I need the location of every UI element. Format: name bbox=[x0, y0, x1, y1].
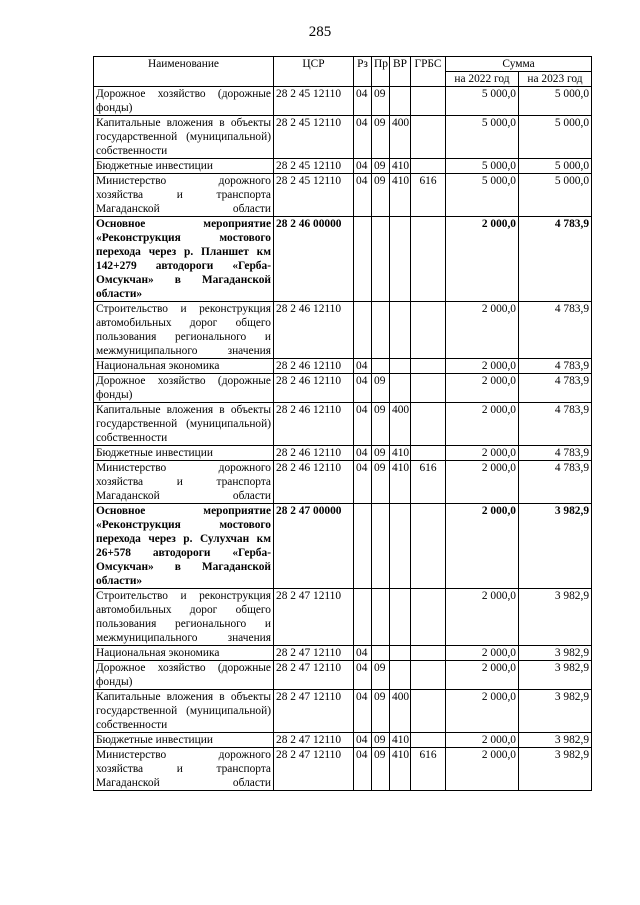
row-amount-2022: 2 000,0 bbox=[446, 690, 519, 733]
table-row bbox=[94, 733, 592, 748]
row-vr bbox=[390, 646, 411, 661]
row-amount-2023: 5 000,0 bbox=[519, 174, 592, 217]
row-amount-2023: 4 783,9 bbox=[519, 217, 592, 302]
row-pr bbox=[372, 359, 390, 374]
row-grbs bbox=[411, 661, 446, 690]
table-row bbox=[94, 589, 592, 646]
row-csr: 28 2 45 12110 bbox=[274, 174, 354, 217]
row-amount-2023: 3 982,9 bbox=[519, 690, 592, 733]
row-vr: 400 bbox=[390, 690, 411, 733]
row-name: Министерство дорожного хозяйства и транспорта Магаданской области bbox=[94, 461, 274, 504]
row-grbs bbox=[411, 116, 446, 159]
row-amount-2023: 3 982,9 bbox=[519, 504, 592, 589]
header-rz: Рз bbox=[354, 57, 372, 87]
row-vr: 410 bbox=[390, 733, 411, 748]
row-rz: 04 bbox=[354, 359, 372, 374]
table-row bbox=[94, 374, 592, 403]
row-amount-2022: 2 000,0 bbox=[446, 403, 519, 446]
table-row bbox=[94, 403, 592, 446]
row-csr: 28 2 45 12110 bbox=[274, 87, 354, 116]
row-name: Национальная экономика bbox=[94, 359, 274, 374]
row-grbs bbox=[411, 446, 446, 461]
row-amount-2023: 4 783,9 bbox=[519, 374, 592, 403]
row-amount-2023: 4 783,9 bbox=[519, 446, 592, 461]
row-amount-2022: 2 000,0 bbox=[446, 446, 519, 461]
row-name: Капитальные вложения в объекты государственной (муниципальной) собственности bbox=[94, 690, 274, 733]
row-amount-2022: 2 000,0 bbox=[446, 661, 519, 690]
table-row bbox=[94, 87, 592, 116]
table-row bbox=[94, 504, 592, 589]
row-amount-2022: 2 000,0 bbox=[446, 359, 519, 374]
row-grbs bbox=[411, 374, 446, 403]
row-vr: 410 bbox=[390, 174, 411, 217]
row-rz: 04 bbox=[354, 646, 372, 661]
row-csr: 28 2 46 12110 bbox=[274, 461, 354, 504]
row-csr: 28 2 47 00000 bbox=[274, 504, 354, 589]
row-name: Основное мероприятие «Реконструкция мостового перехода через р. Сулухчан км 26+578 автодороги «Герба-Омсукчан» в Магаданской области» bbox=[94, 504, 274, 589]
row-vr: 410 bbox=[390, 446, 411, 461]
row-amount-2022: 5 000,0 bbox=[446, 159, 519, 174]
row-grbs: 616 bbox=[411, 461, 446, 504]
row-amount-2023: 3 982,9 bbox=[519, 646, 592, 661]
row-amount-2022: 5 000,0 bbox=[446, 174, 519, 217]
row-pr bbox=[372, 646, 390, 661]
row-rz: 04 bbox=[354, 461, 372, 504]
row-name: Министерство дорожного хозяйства и транспорта Магаданской области bbox=[94, 174, 274, 217]
row-vr bbox=[390, 661, 411, 690]
row-grbs bbox=[411, 733, 446, 748]
row-amount-2022: 5 000,0 bbox=[446, 116, 519, 159]
budget-table bbox=[93, 56, 592, 791]
row-grbs: 616 bbox=[411, 748, 446, 791]
row-amount-2023: 5 000,0 bbox=[519, 159, 592, 174]
row-grbs bbox=[411, 159, 446, 174]
table-row bbox=[94, 174, 592, 217]
row-csr: 28 2 46 00000 bbox=[274, 217, 354, 302]
table-row bbox=[94, 359, 592, 374]
row-amount-2023: 3 982,9 bbox=[519, 733, 592, 748]
row-name: Дорожное хозяйство (дорожные фонды) bbox=[94, 87, 274, 116]
row-vr: 410 bbox=[390, 159, 411, 174]
row-grbs bbox=[411, 403, 446, 446]
row-name: Национальная экономика bbox=[94, 646, 274, 661]
row-pr: 09 bbox=[372, 661, 390, 690]
row-name: Основное мероприятие «Реконструкция мостового перехода через р. Планшет км 142+279 автодороги «Герба-Омсукчан» в Магаданской области» bbox=[94, 217, 274, 302]
header-year-2023: на 2023 год bbox=[519, 72, 592, 87]
row-csr: 28 2 47 12110 bbox=[274, 661, 354, 690]
row-csr: 28 2 47 12110 bbox=[274, 748, 354, 791]
row-grbs: 616 bbox=[411, 174, 446, 217]
row-pr bbox=[372, 589, 390, 646]
row-name: Бюджетные инвестиции bbox=[94, 733, 274, 748]
row-name: Министерство дорожного хозяйства и транспорта Магаданской области bbox=[94, 748, 274, 791]
header-sum: Сумма bbox=[446, 57, 592, 72]
table-row bbox=[94, 217, 592, 302]
row-rz: 04 bbox=[354, 733, 372, 748]
row-grbs bbox=[411, 690, 446, 733]
row-amount-2022: 2 000,0 bbox=[446, 733, 519, 748]
row-csr: 28 2 46 12110 bbox=[274, 302, 354, 359]
row-rz: 04 bbox=[354, 374, 372, 403]
row-pr: 09 bbox=[372, 174, 390, 217]
table-header bbox=[94, 57, 592, 87]
row-pr bbox=[372, 217, 390, 302]
row-amount-2023: 3 982,9 bbox=[519, 748, 592, 791]
row-name: Капитальные вложения в объекты государственной (муниципальной) собственности bbox=[94, 403, 274, 446]
row-grbs bbox=[411, 646, 446, 661]
row-rz bbox=[354, 217, 372, 302]
header-pr: Пр bbox=[372, 57, 390, 87]
row-pr: 09 bbox=[372, 87, 390, 116]
row-csr: 28 2 46 12110 bbox=[274, 403, 354, 446]
row-amount-2023: 4 783,9 bbox=[519, 403, 592, 446]
row-vr bbox=[390, 359, 411, 374]
row-csr: 28 2 45 12110 bbox=[274, 116, 354, 159]
row-vr bbox=[390, 589, 411, 646]
row-pr: 09 bbox=[372, 374, 390, 403]
row-vr bbox=[390, 302, 411, 359]
row-pr bbox=[372, 504, 390, 589]
row-grbs bbox=[411, 504, 446, 589]
row-amount-2023: 3 982,9 bbox=[519, 661, 592, 690]
row-rz: 04 bbox=[354, 87, 372, 116]
row-name: Дорожное хозяйство (дорожные фонды) bbox=[94, 374, 274, 403]
row-amount-2023: 3 982,9 bbox=[519, 589, 592, 646]
row-grbs bbox=[411, 302, 446, 359]
table-row bbox=[94, 461, 592, 504]
row-amount-2023: 5 000,0 bbox=[519, 87, 592, 116]
row-pr: 09 bbox=[372, 733, 390, 748]
row-csr: 28 2 45 12110 bbox=[274, 159, 354, 174]
header-year-2022: на 2022 год bbox=[446, 72, 519, 87]
row-vr bbox=[390, 217, 411, 302]
row-rz: 04 bbox=[354, 174, 372, 217]
table-row bbox=[94, 690, 592, 733]
row-amount-2022: 2 000,0 bbox=[446, 217, 519, 302]
row-rz bbox=[354, 302, 372, 359]
page-number: 285 bbox=[308, 24, 332, 40]
header-csr: ЦСР bbox=[274, 57, 354, 87]
row-vr: 400 bbox=[390, 116, 411, 159]
header-grbs: ГРБС bbox=[411, 57, 446, 87]
row-pr: 09 bbox=[372, 116, 390, 159]
row-name: Бюджетные инвестиции bbox=[94, 159, 274, 174]
row-csr: 28 2 47 12110 bbox=[274, 733, 354, 748]
row-name: Строительство и реконструкция автомобильных дорог общего пользования регионального и межмуниципального значения bbox=[94, 302, 274, 359]
table-row bbox=[94, 646, 592, 661]
row-grbs bbox=[411, 217, 446, 302]
row-csr: 28 2 46 12110 bbox=[274, 374, 354, 403]
row-name: Бюджетные инвестиции bbox=[94, 446, 274, 461]
row-name: Строительство и реконструкция автомобильных дорог общего пользования регионального и межмуниципального значения bbox=[94, 589, 274, 646]
row-pr: 09 bbox=[372, 748, 390, 791]
row-rz: 04 bbox=[354, 116, 372, 159]
row-rz: 04 bbox=[354, 403, 372, 446]
table-row bbox=[94, 661, 592, 690]
row-vr bbox=[390, 504, 411, 589]
row-pr bbox=[372, 302, 390, 359]
row-rz: 04 bbox=[354, 748, 372, 791]
row-amount-2023: 5 000,0 bbox=[519, 116, 592, 159]
row-csr: 28 2 47 12110 bbox=[274, 589, 354, 646]
row-pr: 09 bbox=[372, 690, 390, 733]
row-amount-2022: 2 000,0 bbox=[446, 461, 519, 504]
row-amount-2023: 4 783,9 bbox=[519, 359, 592, 374]
row-vr: 410 bbox=[390, 461, 411, 504]
row-pr: 09 bbox=[372, 446, 390, 461]
row-pr: 09 bbox=[372, 159, 390, 174]
row-grbs bbox=[411, 589, 446, 646]
row-vr bbox=[390, 87, 411, 116]
row-amount-2022: 2 000,0 bbox=[446, 504, 519, 589]
row-name: Капитальные вложения в объекты государственной (муниципальной) собственности bbox=[94, 116, 274, 159]
row-grbs bbox=[411, 87, 446, 116]
table-body bbox=[94, 87, 592, 791]
row-csr: 28 2 47 12110 bbox=[274, 646, 354, 661]
row-csr: 28 2 46 12110 bbox=[274, 359, 354, 374]
table-row bbox=[94, 748, 592, 791]
row-amount-2022: 5 000,0 bbox=[446, 87, 519, 116]
row-pr: 09 bbox=[372, 403, 390, 446]
row-amount-2022: 2 000,0 bbox=[446, 646, 519, 661]
row-amount-2023: 4 783,9 bbox=[519, 302, 592, 359]
table-row bbox=[94, 446, 592, 461]
row-rz: 04 bbox=[354, 446, 372, 461]
table-row bbox=[94, 159, 592, 174]
header-vr: ВР bbox=[390, 57, 411, 87]
row-vr: 410 bbox=[390, 748, 411, 791]
row-rz: 04 bbox=[354, 690, 372, 733]
row-amount-2022: 2 000,0 bbox=[446, 748, 519, 791]
row-csr: 28 2 47 12110 bbox=[274, 690, 354, 733]
row-vr: 400 bbox=[390, 403, 411, 446]
row-amount-2022: 2 000,0 bbox=[446, 589, 519, 646]
row-pr: 09 bbox=[372, 461, 390, 504]
row-grbs bbox=[411, 359, 446, 374]
row-name: Дорожное хозяйство (дорожные фонды) bbox=[94, 661, 274, 690]
table-row bbox=[94, 302, 592, 359]
row-rz: 04 bbox=[354, 159, 372, 174]
row-vr bbox=[390, 374, 411, 403]
header-name: Наименование bbox=[94, 57, 274, 87]
row-rz: 04 bbox=[354, 661, 372, 690]
row-rz bbox=[354, 589, 372, 646]
row-rz bbox=[354, 504, 372, 589]
row-amount-2023: 4 783,9 bbox=[519, 461, 592, 504]
row-amount-2022: 2 000,0 bbox=[446, 374, 519, 403]
row-csr: 28 2 46 12110 bbox=[274, 446, 354, 461]
row-amount-2022: 2 000,0 bbox=[446, 302, 519, 359]
table-row bbox=[94, 116, 592, 159]
